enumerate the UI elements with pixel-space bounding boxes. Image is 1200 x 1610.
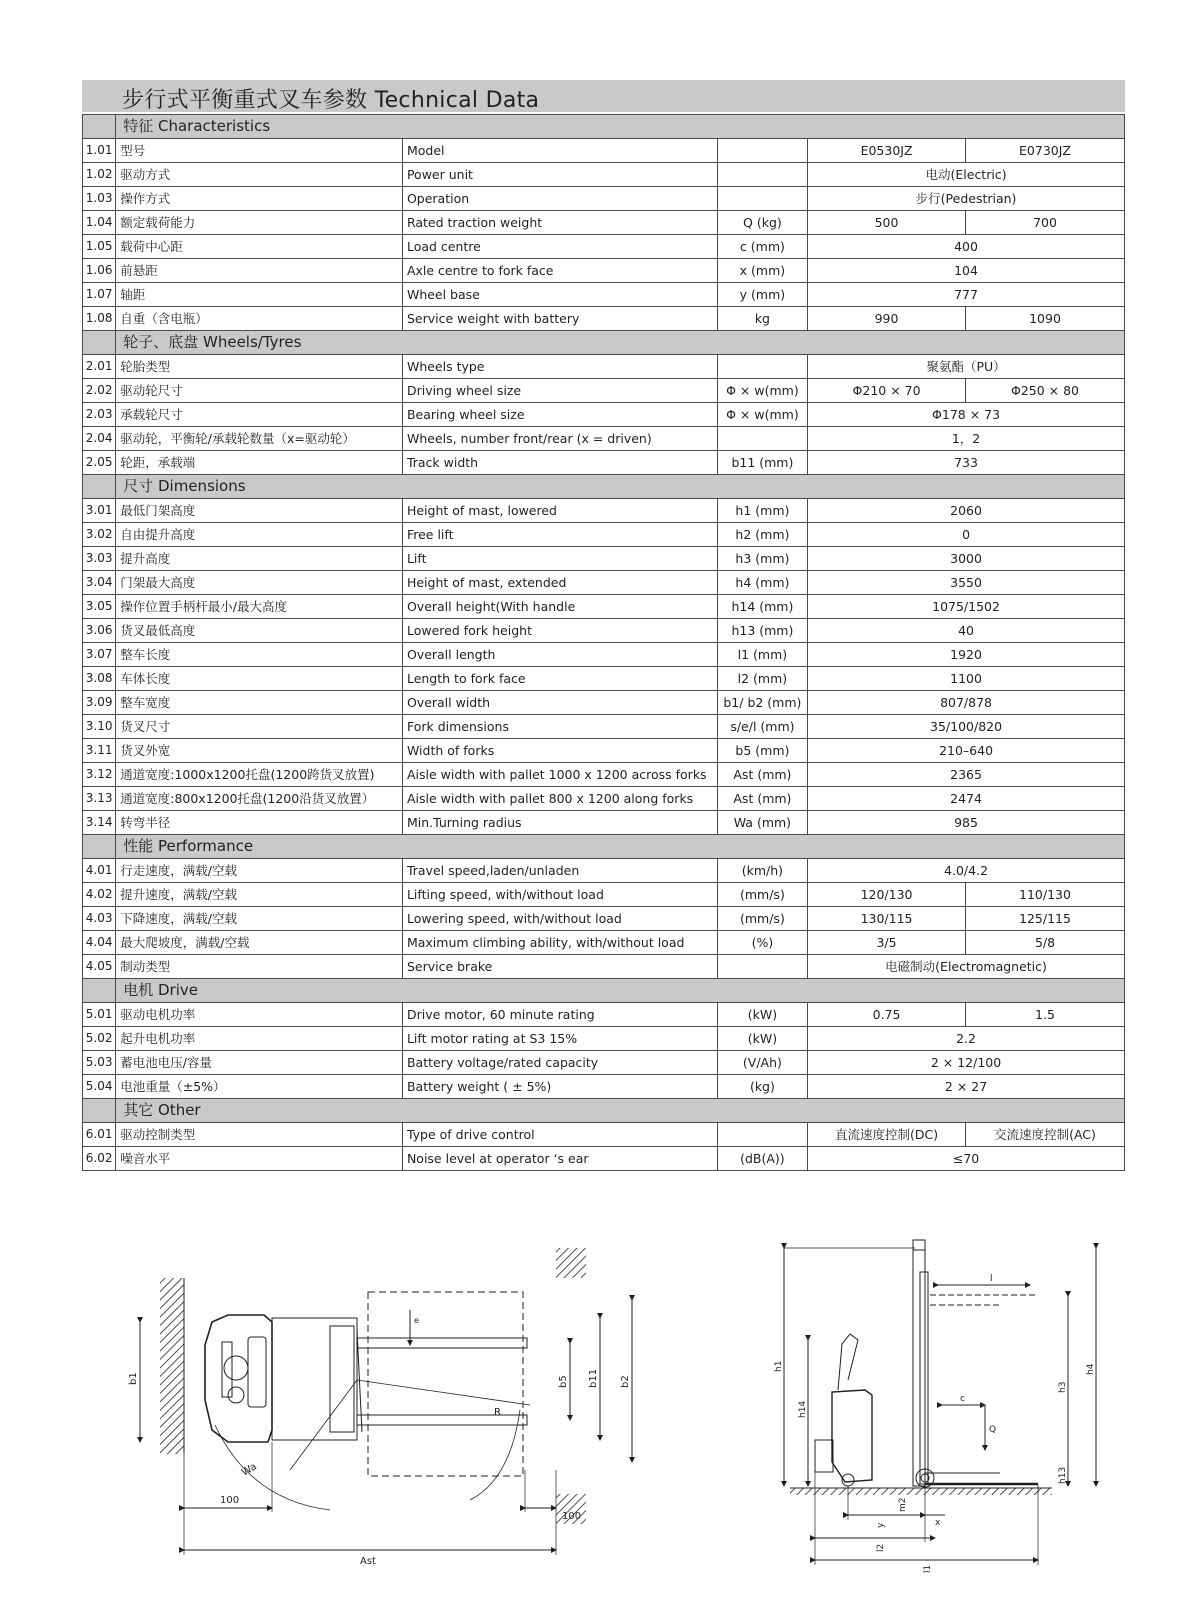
value-both-models: Φ178 × 73 bbox=[808, 403, 1125, 427]
row-number: 3.14 bbox=[83, 811, 116, 835]
english-label: Power unit bbox=[402, 163, 717, 187]
chinese-label: 自重（含电瓶） bbox=[116, 307, 403, 331]
label-Wa: Wa bbox=[240, 1461, 259, 1479]
section-title: 其它 Other bbox=[116, 1099, 1125, 1123]
english-label: Aisle width with pallet 1000 x 1200 across forks bbox=[402, 763, 717, 787]
value-both-models: 聚氨酯（PU） bbox=[808, 355, 1125, 379]
value-both-models: 2 × 27 bbox=[808, 1075, 1125, 1099]
english-label: Bearing wheel size bbox=[402, 403, 717, 427]
unit-cell: h1 (mm) bbox=[717, 499, 807, 523]
english-label: Height of mast, extended bbox=[402, 571, 717, 595]
unit-cell: Wa (mm) bbox=[717, 811, 807, 835]
english-label: Model bbox=[402, 139, 717, 163]
unit-cell: (kW) bbox=[717, 1027, 807, 1051]
value-model-1: 120/130 bbox=[808, 883, 966, 907]
unit-cell: h2 (mm) bbox=[717, 523, 807, 547]
value-both-models: 210–640 bbox=[808, 739, 1125, 763]
row-number: 4.05 bbox=[83, 955, 116, 979]
chinese-label: 货叉外宽 bbox=[116, 739, 403, 763]
value-both-models: 2474 bbox=[808, 787, 1125, 811]
unit-cell: l2 (mm) bbox=[717, 667, 807, 691]
value-both-models: 3000 bbox=[808, 547, 1125, 571]
english-label: Battery voltage/rated capacity bbox=[402, 1051, 717, 1075]
value-both-models: 400 bbox=[808, 235, 1125, 259]
english-label: Track width bbox=[402, 451, 717, 475]
label-100-right: 100 bbox=[562, 1511, 582, 1522]
value-both-models: 步行(Pedestrian) bbox=[808, 187, 1125, 211]
label-100-left: 100 bbox=[220, 1495, 240, 1506]
row-number: 5.02 bbox=[83, 1027, 116, 1051]
row-number: 1.06 bbox=[83, 259, 116, 283]
label-b1: b1 bbox=[128, 1372, 139, 1385]
english-label: Battery weight ( ± 5%) bbox=[402, 1075, 717, 1099]
value-both-models: 2060 bbox=[808, 499, 1125, 523]
value-both-models: 1，2 bbox=[808, 427, 1125, 451]
row-number: 6.01 bbox=[83, 1123, 116, 1147]
english-label: Load centre bbox=[402, 235, 717, 259]
value-both-models: 777 bbox=[808, 283, 1125, 307]
row-number: 6.02 bbox=[83, 1147, 116, 1171]
row-number: 1.03 bbox=[83, 187, 116, 211]
unit-cell: (dB(A)) bbox=[717, 1147, 807, 1171]
unit-cell: Ast (mm) bbox=[717, 787, 807, 811]
unit-cell: b11 (mm) bbox=[717, 451, 807, 475]
chinese-label: 通道宽度:800x1200托盘(1200沿货叉放置） bbox=[116, 787, 403, 811]
chinese-label: 自由提升高度 bbox=[116, 523, 403, 547]
value-model-1: 直流速度控制(DC) bbox=[808, 1123, 966, 1147]
label-h4: h4 bbox=[1086, 1363, 1096, 1375]
value-both-models: 35/100/820 bbox=[808, 715, 1125, 739]
english-label: Lift motor rating at S3 15% bbox=[402, 1027, 717, 1051]
english-label: Height of mast, lowered bbox=[402, 499, 717, 523]
value-model-2: 110/130 bbox=[966, 883, 1125, 907]
value-model-2: 125/115 bbox=[966, 907, 1125, 931]
row-number: 4.01 bbox=[83, 859, 116, 883]
label-l2: l2 bbox=[876, 1543, 886, 1552]
unit-cell: c (mm) bbox=[717, 235, 807, 259]
label-m2: m2 bbox=[898, 1497, 908, 1512]
row-number: 3.07 bbox=[83, 643, 116, 667]
english-label: Overall length bbox=[402, 643, 717, 667]
unit-cell: b1/ b2 (mm) bbox=[717, 691, 807, 715]
chinese-label: 轮胎类型 bbox=[116, 355, 403, 379]
english-label: Lift bbox=[402, 547, 717, 571]
value-model-1: 0.75 bbox=[808, 1003, 966, 1027]
unit-cell: h13 (mm) bbox=[717, 619, 807, 643]
english-label: Min.Turning radius bbox=[402, 811, 717, 835]
value-both-models: 2365 bbox=[808, 763, 1125, 787]
row-number: 1.02 bbox=[83, 163, 116, 187]
row-number: 2.04 bbox=[83, 427, 116, 451]
row-number: 2.05 bbox=[83, 451, 116, 475]
english-label: Rated traction weight bbox=[402, 211, 717, 235]
value-model-1: 3/5 bbox=[808, 931, 966, 955]
value-both-models: 2 × 12/100 bbox=[808, 1051, 1125, 1075]
value-model-2: 交流速度控制(AC) bbox=[966, 1123, 1125, 1147]
unit-cell: kg bbox=[717, 307, 807, 331]
value-both-models: 2.2 bbox=[808, 1027, 1125, 1051]
chinese-label: 型号 bbox=[116, 139, 403, 163]
english-label: Maximum climbing ability, with/without load bbox=[402, 931, 717, 955]
value-model-1: Φ210 × 70 bbox=[808, 379, 966, 403]
row-number: 1.04 bbox=[83, 211, 116, 235]
chinese-label: 轴距 bbox=[116, 283, 403, 307]
english-label: Service weight with battery bbox=[402, 307, 717, 331]
row-number: 3.10 bbox=[83, 715, 116, 739]
chinese-label: 操作位置手柄杆最小/最大高度 bbox=[116, 595, 403, 619]
unit-cell: (kW) bbox=[717, 1003, 807, 1027]
row-number: 4.03 bbox=[83, 907, 116, 931]
value-both-models: 104 bbox=[808, 259, 1125, 283]
row-number: 1.01 bbox=[83, 139, 116, 163]
chinese-label: 转弯半径 bbox=[116, 811, 403, 835]
chinese-label: 下降速度，满载/空载 bbox=[116, 907, 403, 931]
value-both-models: 1100 bbox=[808, 667, 1125, 691]
chinese-label: 行走速度，满载/空载 bbox=[116, 859, 403, 883]
unit-cell: (mm/s) bbox=[717, 883, 807, 907]
english-label: Wheels, number front/rear (x = driven) bbox=[402, 427, 717, 451]
unit-cell: Q (kg) bbox=[717, 211, 807, 235]
label-b11: b11 bbox=[588, 1368, 599, 1388]
unit-cell: (kg) bbox=[717, 1075, 807, 1099]
page-title: 步行式平衡重式叉车参数 Technical Data bbox=[122, 88, 540, 113]
row-number: 2.01 bbox=[83, 355, 116, 379]
section-title: 特征 Characteristics bbox=[116, 115, 1125, 139]
wall-hatch-top-right bbox=[556, 1248, 586, 1278]
english-label: Wheel base bbox=[402, 283, 717, 307]
english-label: Driving wheel size bbox=[402, 379, 717, 403]
top-view-drawing bbox=[140, 1248, 632, 1555]
row-number: 3.11 bbox=[83, 739, 116, 763]
chinese-label: 额定载荷能力 bbox=[116, 211, 403, 235]
value-model-1: 130/115 bbox=[808, 907, 966, 931]
value-both-models: 3550 bbox=[808, 571, 1125, 595]
row-number: 2.02 bbox=[83, 379, 116, 403]
chinese-label: 提升高度 bbox=[116, 547, 403, 571]
chinese-label: 整车宽度 bbox=[116, 691, 403, 715]
chinese-label: 整车长度 bbox=[116, 643, 403, 667]
value-both-models: 807/878 bbox=[808, 691, 1125, 715]
english-label: Width of forks bbox=[402, 739, 717, 763]
row-number: 5.01 bbox=[83, 1003, 116, 1027]
row-number: 3.05 bbox=[83, 595, 116, 619]
chinese-label: 操作方式 bbox=[116, 187, 403, 211]
unit-cell: (%) bbox=[717, 931, 807, 955]
row-number: 2.03 bbox=[83, 403, 116, 427]
chinese-label: 门架最大高度 bbox=[116, 571, 403, 595]
value-model-2: Φ250 × 80 bbox=[966, 379, 1125, 403]
label-y: y bbox=[876, 1522, 886, 1528]
row-number: 3.02 bbox=[83, 523, 116, 547]
value-both-models: 1920 bbox=[808, 643, 1125, 667]
english-label: Lowered fork height bbox=[402, 619, 717, 643]
value-both-models: 0 bbox=[808, 523, 1125, 547]
unit-cell: x (mm) bbox=[717, 259, 807, 283]
side-view-drawing bbox=[784, 1240, 1096, 1565]
unit-cell: (mm/s) bbox=[717, 907, 807, 931]
row-number: 3.03 bbox=[83, 547, 116, 571]
value-both-models: 733 bbox=[808, 451, 1125, 475]
english-label: Operation bbox=[402, 187, 717, 211]
chinese-label: 驱动轮尺寸 bbox=[116, 379, 403, 403]
section-title: 轮子、底盘 Wheels/Tyres bbox=[116, 331, 1125, 355]
section-title: 电机 Drive bbox=[116, 979, 1125, 1003]
label-b5: b5 bbox=[558, 1375, 569, 1388]
label-h13: h13 bbox=[1058, 1466, 1068, 1484]
unit-cell: s/e/l (mm) bbox=[717, 715, 807, 739]
english-label: Service brake bbox=[402, 955, 717, 979]
english-label: Length to fork face bbox=[402, 667, 717, 691]
english-label: Travel speed,laden/unladen bbox=[402, 859, 717, 883]
value-both-models: 电动(Electric) bbox=[808, 163, 1125, 187]
unit-cell: h3 (mm) bbox=[717, 547, 807, 571]
chinese-label: 最低门架高度 bbox=[116, 499, 403, 523]
chinese-label: 蓄电池电压/容量 bbox=[116, 1051, 403, 1075]
row-number: 1.05 bbox=[83, 235, 116, 259]
value-both-models: 1075/1502 bbox=[808, 595, 1125, 619]
row-number: 3.08 bbox=[83, 667, 116, 691]
ground-hatch bbox=[790, 1488, 1052, 1495]
value-both-models: 40 bbox=[808, 619, 1125, 643]
row-number: 5.04 bbox=[83, 1075, 116, 1099]
value-model-2: 5/8 bbox=[966, 931, 1125, 955]
english-label: Fork dimensions bbox=[402, 715, 717, 739]
row-number: 4.02 bbox=[83, 883, 116, 907]
value-both-models: 985 bbox=[808, 811, 1125, 835]
label-h14: h14 bbox=[798, 1400, 808, 1418]
english-label: Axle centre to fork face bbox=[402, 259, 717, 283]
row-number: 3.01 bbox=[83, 499, 116, 523]
value-model-1: E0530JZ bbox=[808, 139, 966, 163]
unit-cell: Φ × w(mm) bbox=[717, 403, 807, 427]
chinese-label: 驱动控制类型 bbox=[116, 1123, 403, 1147]
chinese-label: 噪音水平 bbox=[116, 1147, 403, 1171]
row-number: 3.12 bbox=[83, 763, 116, 787]
row-number: 4.04 bbox=[83, 931, 116, 955]
label-Ast: Ast bbox=[360, 1556, 376, 1567]
row-number: 3.09 bbox=[83, 691, 116, 715]
english-label: Free lift bbox=[402, 523, 717, 547]
unit-cell: h14 (mm) bbox=[717, 595, 807, 619]
chinese-label: 承载轮尺寸 bbox=[116, 403, 403, 427]
unit-cell: y (mm) bbox=[717, 283, 807, 307]
row-number: 3.13 bbox=[83, 787, 116, 811]
chinese-label: 车体长度 bbox=[116, 667, 403, 691]
english-label: Lowering speed, with/without load bbox=[402, 907, 717, 931]
value-model-1: 500 bbox=[808, 211, 966, 235]
label-e: e bbox=[414, 1316, 419, 1325]
chinese-label: 提升速度，满载/空载 bbox=[116, 883, 403, 907]
row-number: 5.03 bbox=[83, 1051, 116, 1075]
chinese-label: 驱动轮，平衡轮/承载轮数量（x=驱动轮） bbox=[116, 427, 403, 451]
english-label: Type of drive control bbox=[402, 1123, 717, 1147]
chinese-label: 轮距，承载端 bbox=[116, 451, 403, 475]
unit-cell: (km/h) bbox=[717, 859, 807, 883]
chinese-label: 驱动方式 bbox=[116, 163, 403, 187]
value-model-1: 990 bbox=[808, 307, 966, 331]
english-label: Drive motor, 60 minute rating bbox=[402, 1003, 717, 1027]
label-b2: b2 bbox=[620, 1375, 631, 1388]
value-model-2: 1090 bbox=[966, 307, 1125, 331]
english-label: Wheels type bbox=[402, 355, 717, 379]
value-model-2: 700 bbox=[966, 211, 1125, 235]
english-label: Noise level at operator ‘s ear bbox=[402, 1147, 717, 1171]
side-view-labels bbox=[774, 1274, 1096, 1573]
label-Q: Q bbox=[989, 1425, 997, 1435]
unit-cell: h4 (mm) bbox=[717, 571, 807, 595]
section-title: 尺寸 Dimensions bbox=[116, 475, 1125, 499]
chinese-label: 最大爬坡度，满载/空载 bbox=[116, 931, 403, 955]
label-R: R bbox=[494, 1407, 501, 1418]
value-both-models: 电磁制动(Electromagnetic) bbox=[808, 955, 1125, 979]
chinese-label: 载荷中心距 bbox=[116, 235, 403, 259]
row-number: 1.08 bbox=[83, 307, 116, 331]
value-model-2: 1.5 bbox=[966, 1003, 1125, 1027]
top-view-labels bbox=[128, 1316, 631, 1567]
value-both-models: ≤70 bbox=[808, 1147, 1125, 1171]
label-h1: h1 bbox=[774, 1360, 784, 1372]
row-number: 3.06 bbox=[83, 619, 116, 643]
chinese-label: 前悬距 bbox=[116, 259, 403, 283]
chinese-label: 货叉最低高度 bbox=[116, 619, 403, 643]
english-label: Lifting speed, with/without load bbox=[402, 883, 717, 907]
english-label: Overall width bbox=[402, 691, 717, 715]
section-title: 性能 Performance bbox=[116, 835, 1125, 859]
unit-cell: Φ × w(mm) bbox=[717, 379, 807, 403]
value-both-models: 4.0/4.2 bbox=[808, 859, 1125, 883]
label-x: x bbox=[935, 1518, 941, 1528]
chinese-label: 驱动电机功率 bbox=[116, 1003, 403, 1027]
unit-cell: Ast (mm) bbox=[717, 763, 807, 787]
row-number: 1.07 bbox=[83, 283, 116, 307]
chinese-label: 制动类型 bbox=[116, 955, 403, 979]
label-c: c bbox=[960, 1394, 965, 1404]
label-l: l bbox=[990, 1274, 993, 1284]
unit-cell: l1 (mm) bbox=[717, 643, 807, 667]
chinese-label: 通道宽度:1000x1200托盘(1200跨货叉放置) bbox=[116, 763, 403, 787]
unit-cell: b5 (mm) bbox=[717, 739, 807, 763]
chinese-label: 电池重量（±5%） bbox=[116, 1075, 403, 1099]
value-model-2: E0730JZ bbox=[966, 139, 1125, 163]
chinese-label: 起升电机功率 bbox=[116, 1027, 403, 1051]
row-number: 3.04 bbox=[83, 571, 116, 595]
english-label: Aisle width with pallet 800 x 1200 along forks bbox=[402, 787, 717, 811]
wall-hatch-left bbox=[160, 1278, 184, 1454]
english-label: Overall height(With handle bbox=[402, 595, 717, 619]
unit-cell: (V/Ah) bbox=[717, 1051, 807, 1075]
label-l1: l1 bbox=[923, 1564, 933, 1573]
chinese-label: 货叉尺寸 bbox=[116, 715, 403, 739]
label-h3: h3 bbox=[1058, 1381, 1068, 1393]
